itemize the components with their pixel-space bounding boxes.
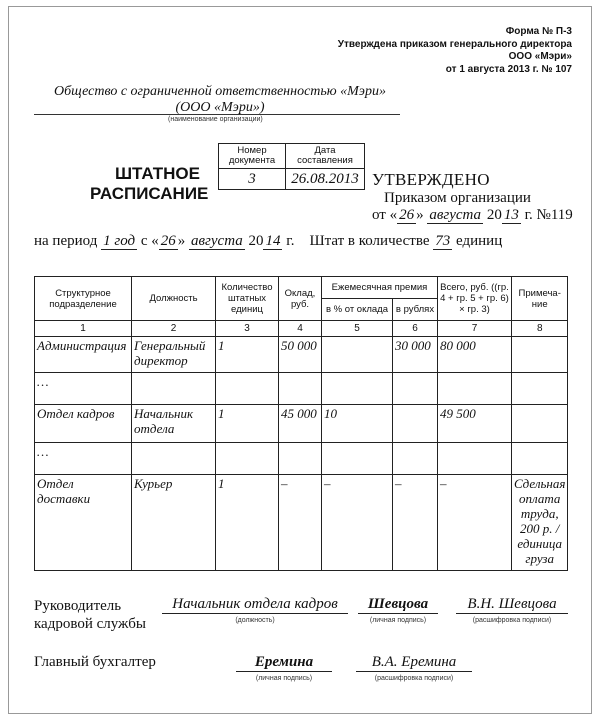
table-row: Администрация Генеральный директор 1 50 000 30 000 80 000 [35, 337, 568, 373]
col-header-count: Количество штатных единиц [216, 277, 279, 321]
caption-name: (расшифровка подписи) [472, 617, 552, 624]
accountant-signature: Еремина [236, 654, 332, 672]
doc-date-value: 26.08.2013 [286, 169, 365, 190]
col-header-total: Всего, руб. ((гр. 4 + гр. 5 + гр. 6) × гр. 3) [438, 277, 512, 321]
table-row: Отдел доставки Курьер 1 – – – – Сдельная оплата труда, 200 р. / единица груза [35, 475, 568, 571]
hr-label-2: кадровой службы [34, 616, 146, 632]
title-line-1: ШТАТНОЕ [114, 164, 200, 183]
title-line-2: РАСПИСАНИЕ [90, 184, 209, 203]
column-numbers-row: 1 2 3 4 5 6 7 8 [35, 321, 568, 337]
accountant-name: В.А. Еремина [356, 654, 472, 672]
approval-date: от 1 августа 2013 г. № 107 [445, 63, 572, 75]
document-title [90, 164, 209, 204]
org-full-name: Общество с ограниченной ответственностью «Мэри» [54, 84, 386, 99]
hr-signature: Шевцова [358, 596, 438, 614]
doc-date-header: Дата составления [286, 144, 365, 169]
period-line: на период 1 год с « 26 » августа 20 14 г. Штат в количестве 73 единиц [34, 233, 503, 249]
order-line: от « 26 » августа 20 13 г. №119 [372, 207, 573, 223]
org-short-name: (ООО «Мэри») [175, 100, 265, 115]
order-label: Приказом организации [384, 190, 531, 206]
caption-acc-name: (расшифровка подписи) [374, 675, 454, 682]
form-header [338, 26, 572, 76]
doc-meta-table [218, 143, 365, 190]
period-month: августа [191, 233, 243, 249]
period-year: 14 [265, 233, 281, 249]
company-short: ООО «Мэри» [508, 51, 572, 62]
table-row: Отдел кадров Начальник отдела 1 45 000 10 49 500 [35, 405, 568, 443]
caption-acc-signature: (личная подпись) [255, 675, 313, 682]
caption-position: (должность) [235, 617, 275, 624]
caption-signature: (личная подпись) [369, 617, 427, 624]
order-month: августа [429, 207, 482, 223]
col-header-unit: Структурное подразделение [35, 277, 132, 321]
period-duration: 1 год [103, 233, 136, 249]
col-header-salary: Оклад, руб. [279, 277, 322, 321]
period-day: 26 [160, 233, 176, 249]
staff-count: 73 [435, 233, 451, 249]
table-row: … [35, 443, 568, 475]
doc-number-header: Номер документа [219, 144, 286, 169]
hr-name: В.Н. Шевцова [456, 596, 568, 614]
table-row: … [35, 373, 568, 405]
approved-by: Утверждена приказом генерального директора [337, 38, 572, 50]
order-number: 119 [550, 207, 573, 223]
org-caption: (наименование организации) [168, 116, 263, 123]
order-year: 13 [503, 207, 519, 223]
organization-name [40, 84, 400, 116]
approved-label: УТВЕРЖДЕНО [372, 170, 490, 189]
accountant-label: Главный бухгалтер [34, 654, 156, 670]
hr-label-1: Руководитель [34, 598, 122, 614]
hr-position: Начальник отдела кадров [162, 596, 348, 614]
col-header-bonus: Ежемесячная премия [322, 277, 438, 299]
org-underline [34, 114, 400, 115]
form-number: Форма № П-3 [505, 26, 572, 37]
col-header-position: Должность [132, 277, 216, 321]
col-header-bonus-pct: в % от оклада [322, 299, 393, 321]
staff-table [34, 276, 568, 571]
doc-number-value: 3 [219, 169, 286, 190]
order-day: 26 [399, 207, 415, 223]
col-header-bonus-rub: в рублях [393, 299, 438, 321]
col-header-note: Примеча-ние [512, 277, 568, 321]
